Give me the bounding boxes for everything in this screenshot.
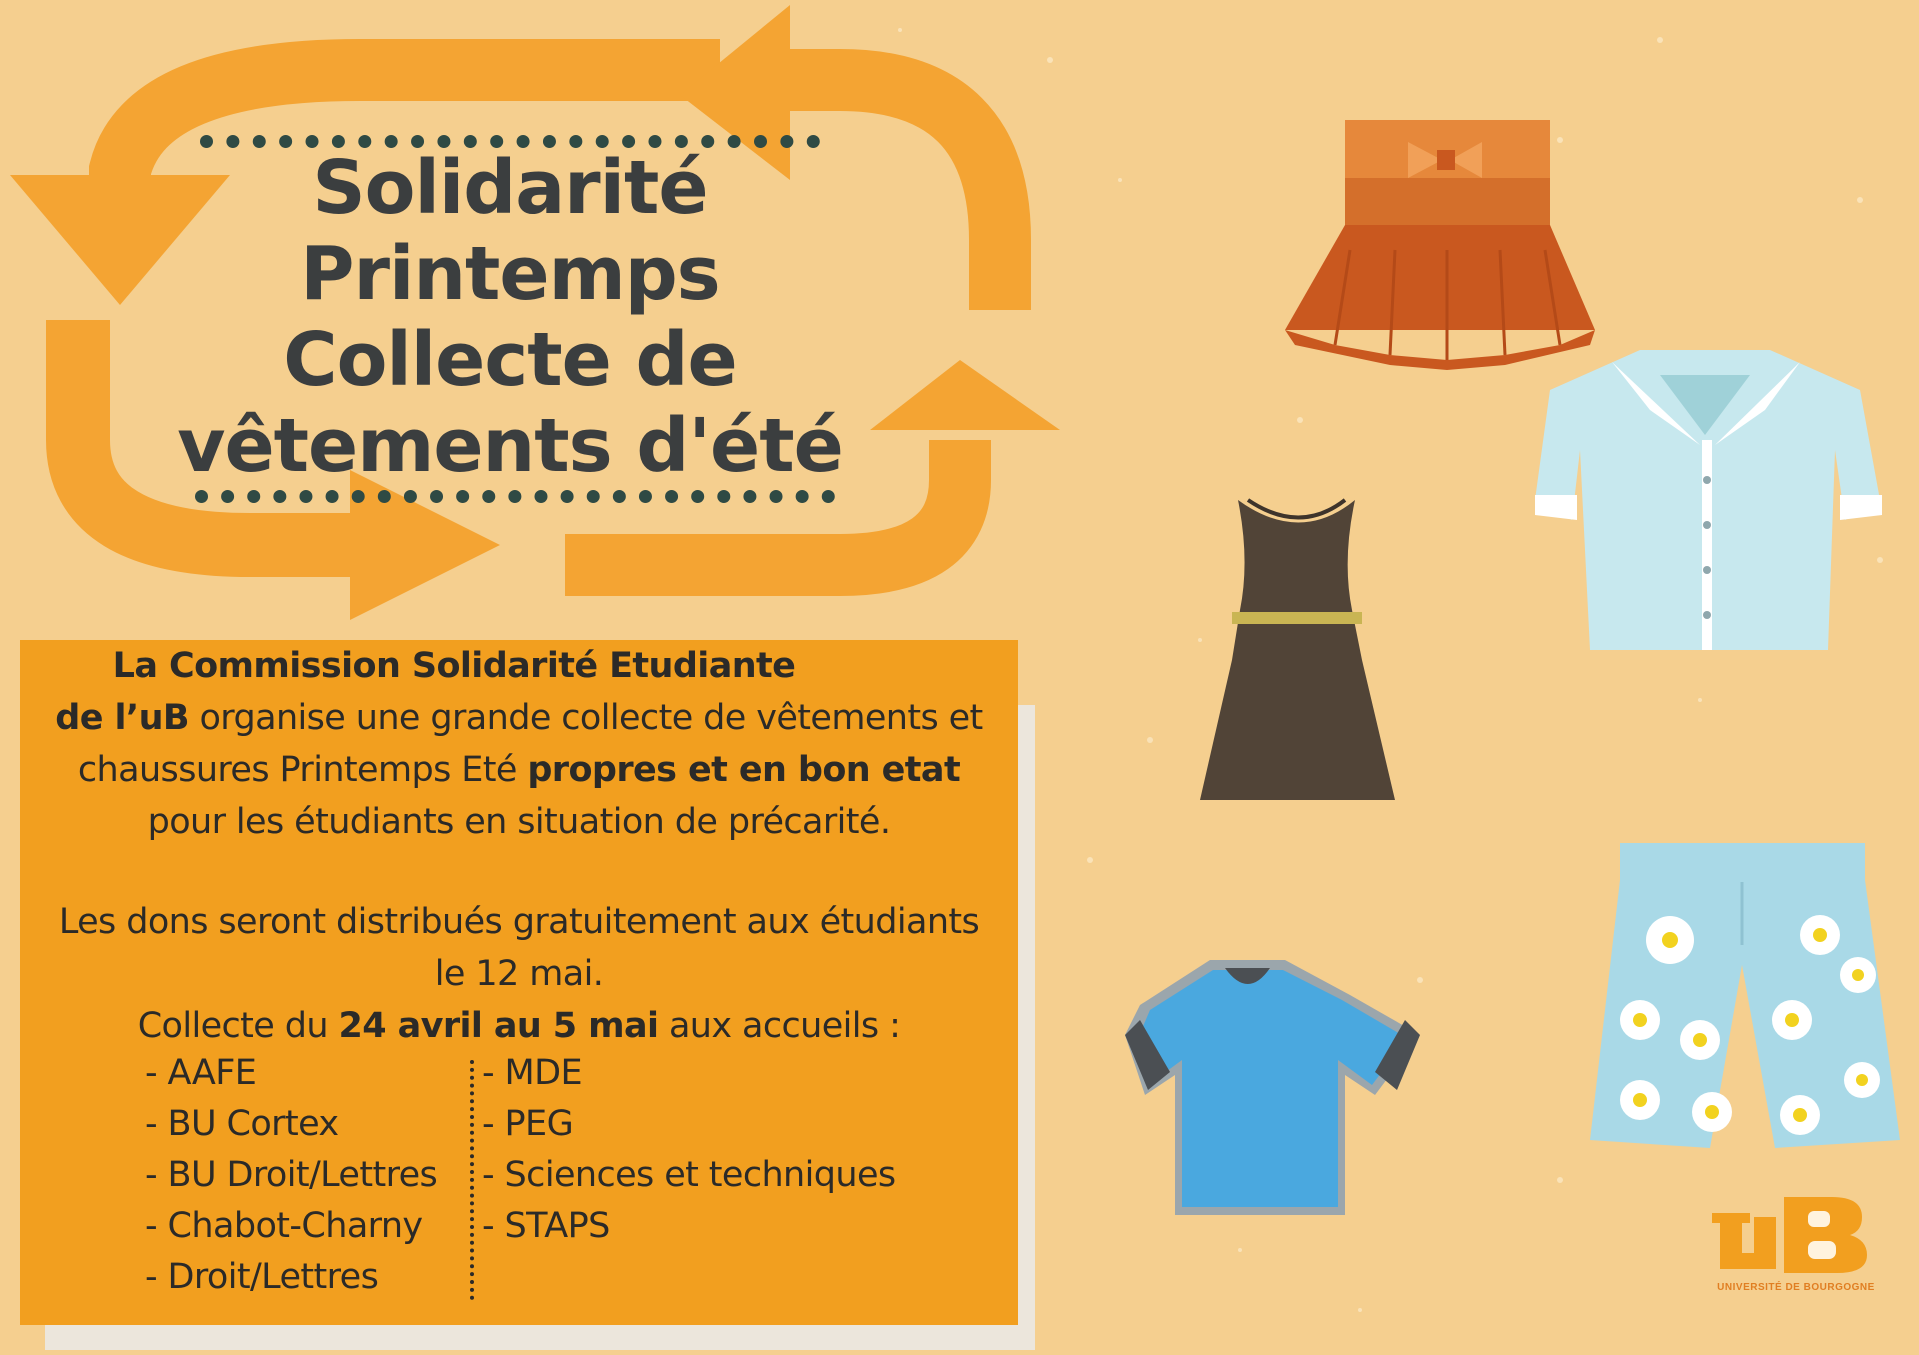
title-line-1: Solidarité [312, 145, 708, 231]
title-block [120, 145, 900, 489]
location-item: - Chabot-Charny [145, 1206, 423, 1246]
line3-text: chaussures Printemps Eté [77, 750, 528, 790]
org-line-3 [20, 744, 1018, 796]
collect-prefix: Collecte du [137, 1006, 339, 1046]
org-line-1 [20, 640, 1018, 692]
location-item: - BU Cortex [145, 1104, 339, 1144]
location-item: - MDE [482, 1053, 583, 1093]
org-line-4: pour les étudiants en situation de précarité. [147, 802, 891, 842]
location-item: - BU Droit/Lettres [145, 1155, 438, 1195]
skirt-illustration [1285, 120, 1595, 370]
info-text [20, 640, 1018, 1052]
locations-right [482, 1048, 896, 1252]
collect-suffix: aux accueils : [658, 1006, 901, 1046]
org-name-2: de l’uB [55, 698, 189, 738]
line3-bold: propres et en bon etat [527, 750, 961, 790]
org-text: organise une grande collecte de vêtements et [188, 698, 983, 738]
location-item: - PEG [482, 1104, 574, 1144]
ub-logo [1712, 1195, 1872, 1275]
title-line-2: Printemps [300, 231, 720, 317]
distribution-line-2: le 12 mai. [434, 954, 604, 994]
location-item: - AAFE [145, 1053, 257, 1093]
collect-line [20, 1000, 1018, 1052]
title-line-4: vêtements d'été [177, 403, 843, 489]
shorts-illustration [1590, 843, 1900, 1148]
locations-divider [470, 1060, 474, 1300]
tshirt-illustration [1125, 960, 1420, 1215]
location-item: - STAPS [482, 1206, 610, 1246]
title-dots-bottom [195, 490, 835, 503]
dress-illustration [1200, 500, 1395, 800]
title-line-3: Collecte de [283, 317, 737, 403]
distribution-line-1: Les dons seront distribués gratuitement aux étudiants [58, 902, 980, 942]
location-item: - Sciences et techniques [482, 1155, 896, 1195]
org-name: La Commission Solidarité Etudiante [112, 646, 796, 686]
blouse-illustration [1535, 350, 1882, 650]
logo-subtitle: UNIVERSITÉ DE BOURGOGNE [1717, 1282, 1875, 1293]
org-line-2 [20, 692, 1018, 744]
location-item: - Droit/Lettres [145, 1257, 379, 1297]
collect-dates: 24 avril au 5 mai [338, 1006, 659, 1046]
locations-left [145, 1048, 437, 1303]
